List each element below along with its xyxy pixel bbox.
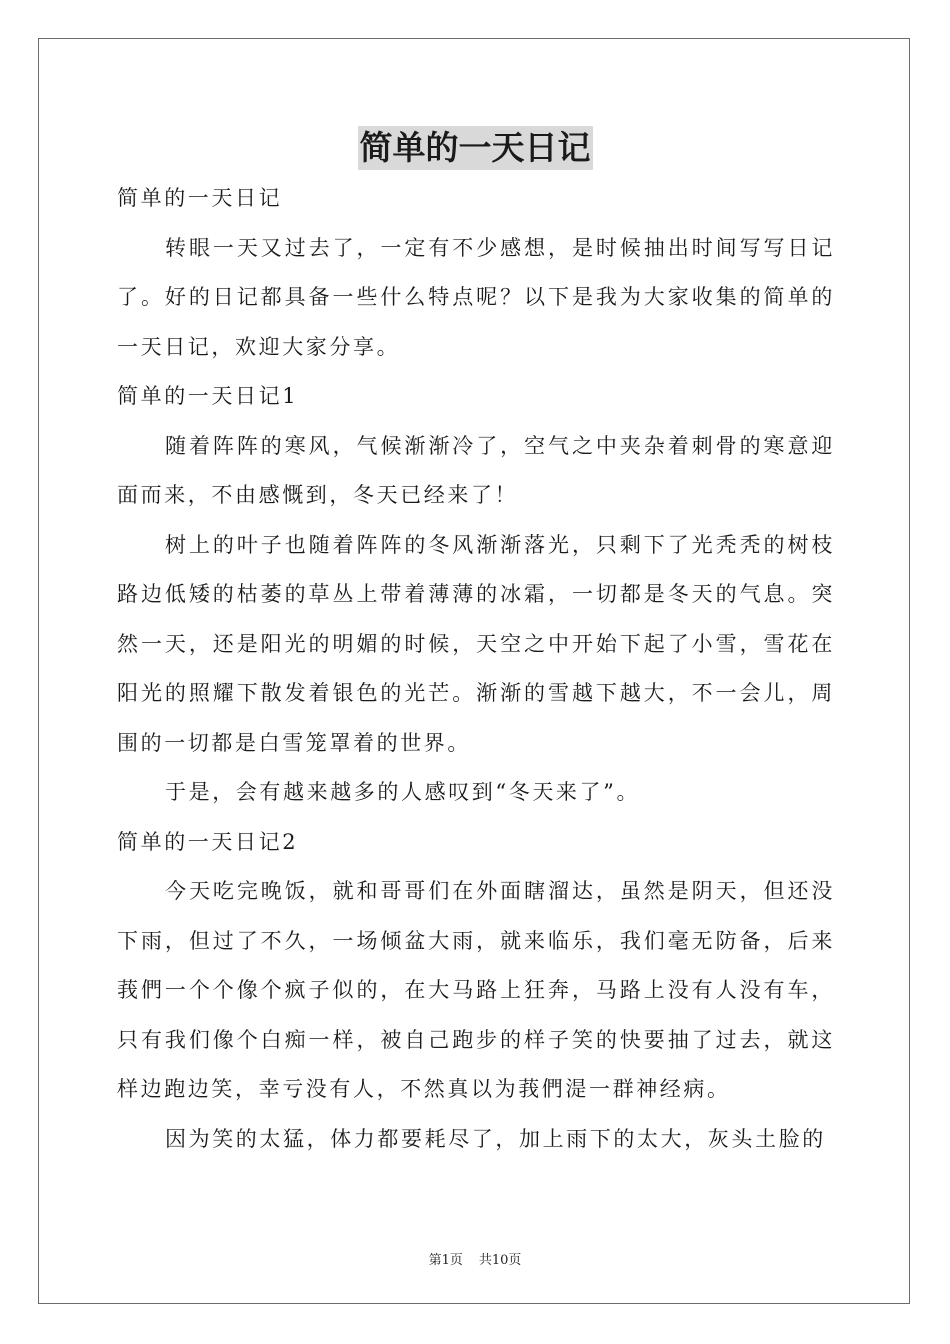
- body-paragraph: 因为笑的太猛，体力都要耗尽了，加上雨下的太大，灰头土脸的: [165, 1126, 826, 1151]
- body-paragraph: 转眼一天又过去了，一定有不少感想，是时候抽出时间写写日记了。好的日记都具备一些什么特点呢？以下是我为大家收集的简单的一天日记，欢迎大家分享。: [117, 235, 835, 359]
- document-title: 简单的一天日记: [358, 126, 593, 170]
- body-paragraph: 于是，会有越来越多的人感叹到“冬天来了”。: [165, 780, 641, 804]
- document-body: [117, 174, 835, 1164]
- page-total: 共10页: [478, 1253, 522, 1268]
- page-footer: [0, 1249, 950, 1268]
- body-paragraph: 树上的叶子也随着阵阵的冬风渐渐落光，只剩下了光秃秃的树枝路边低矮的枯萎的草丛上带着薄薄的冰霜，一切都是冬天的气息。突然一天，还是阳光的明媚的时候，天空之中开始下起了小雪，雪花在阳光的照耀下散发着银色的光芒。渐渐的雪越下越大，不一会儿，周围的一切都是白雪笼罩着的世界。: [117, 532, 835, 755]
- title-container: [0, 126, 950, 170]
- section-heading: 简单的一天日记: [117, 186, 283, 210]
- page-number: 第1页: [428, 1253, 463, 1268]
- section-heading: 简单的一天日记2: [117, 829, 299, 854]
- body-paragraph: 今天吃完晚饭，就和哥哥们在外面瞎溜达，虽然是阴天，但还没下雨，但过了不久，一场倾盆大雨，就来临乐，我们毫无防备，后来莪們一个个像个疯子似的，在大马路上狂奔，马路上没有人没有车，只有我们像个白痴一样，被自己跑步的样子笑的快要抽了过去，就这样边跑边笑，幸亏没有人，不然真以为莪們湜一群神经病。: [117, 879, 835, 1101]
- body-paragraph: 随着阵阵的寒风，气候渐渐冷了，空气之中夹杂着刺骨的寒意迎面而来，不由感慨到，冬天已经来了！: [117, 433, 835, 507]
- section-heading: 简单的一天日记1: [117, 384, 299, 408]
